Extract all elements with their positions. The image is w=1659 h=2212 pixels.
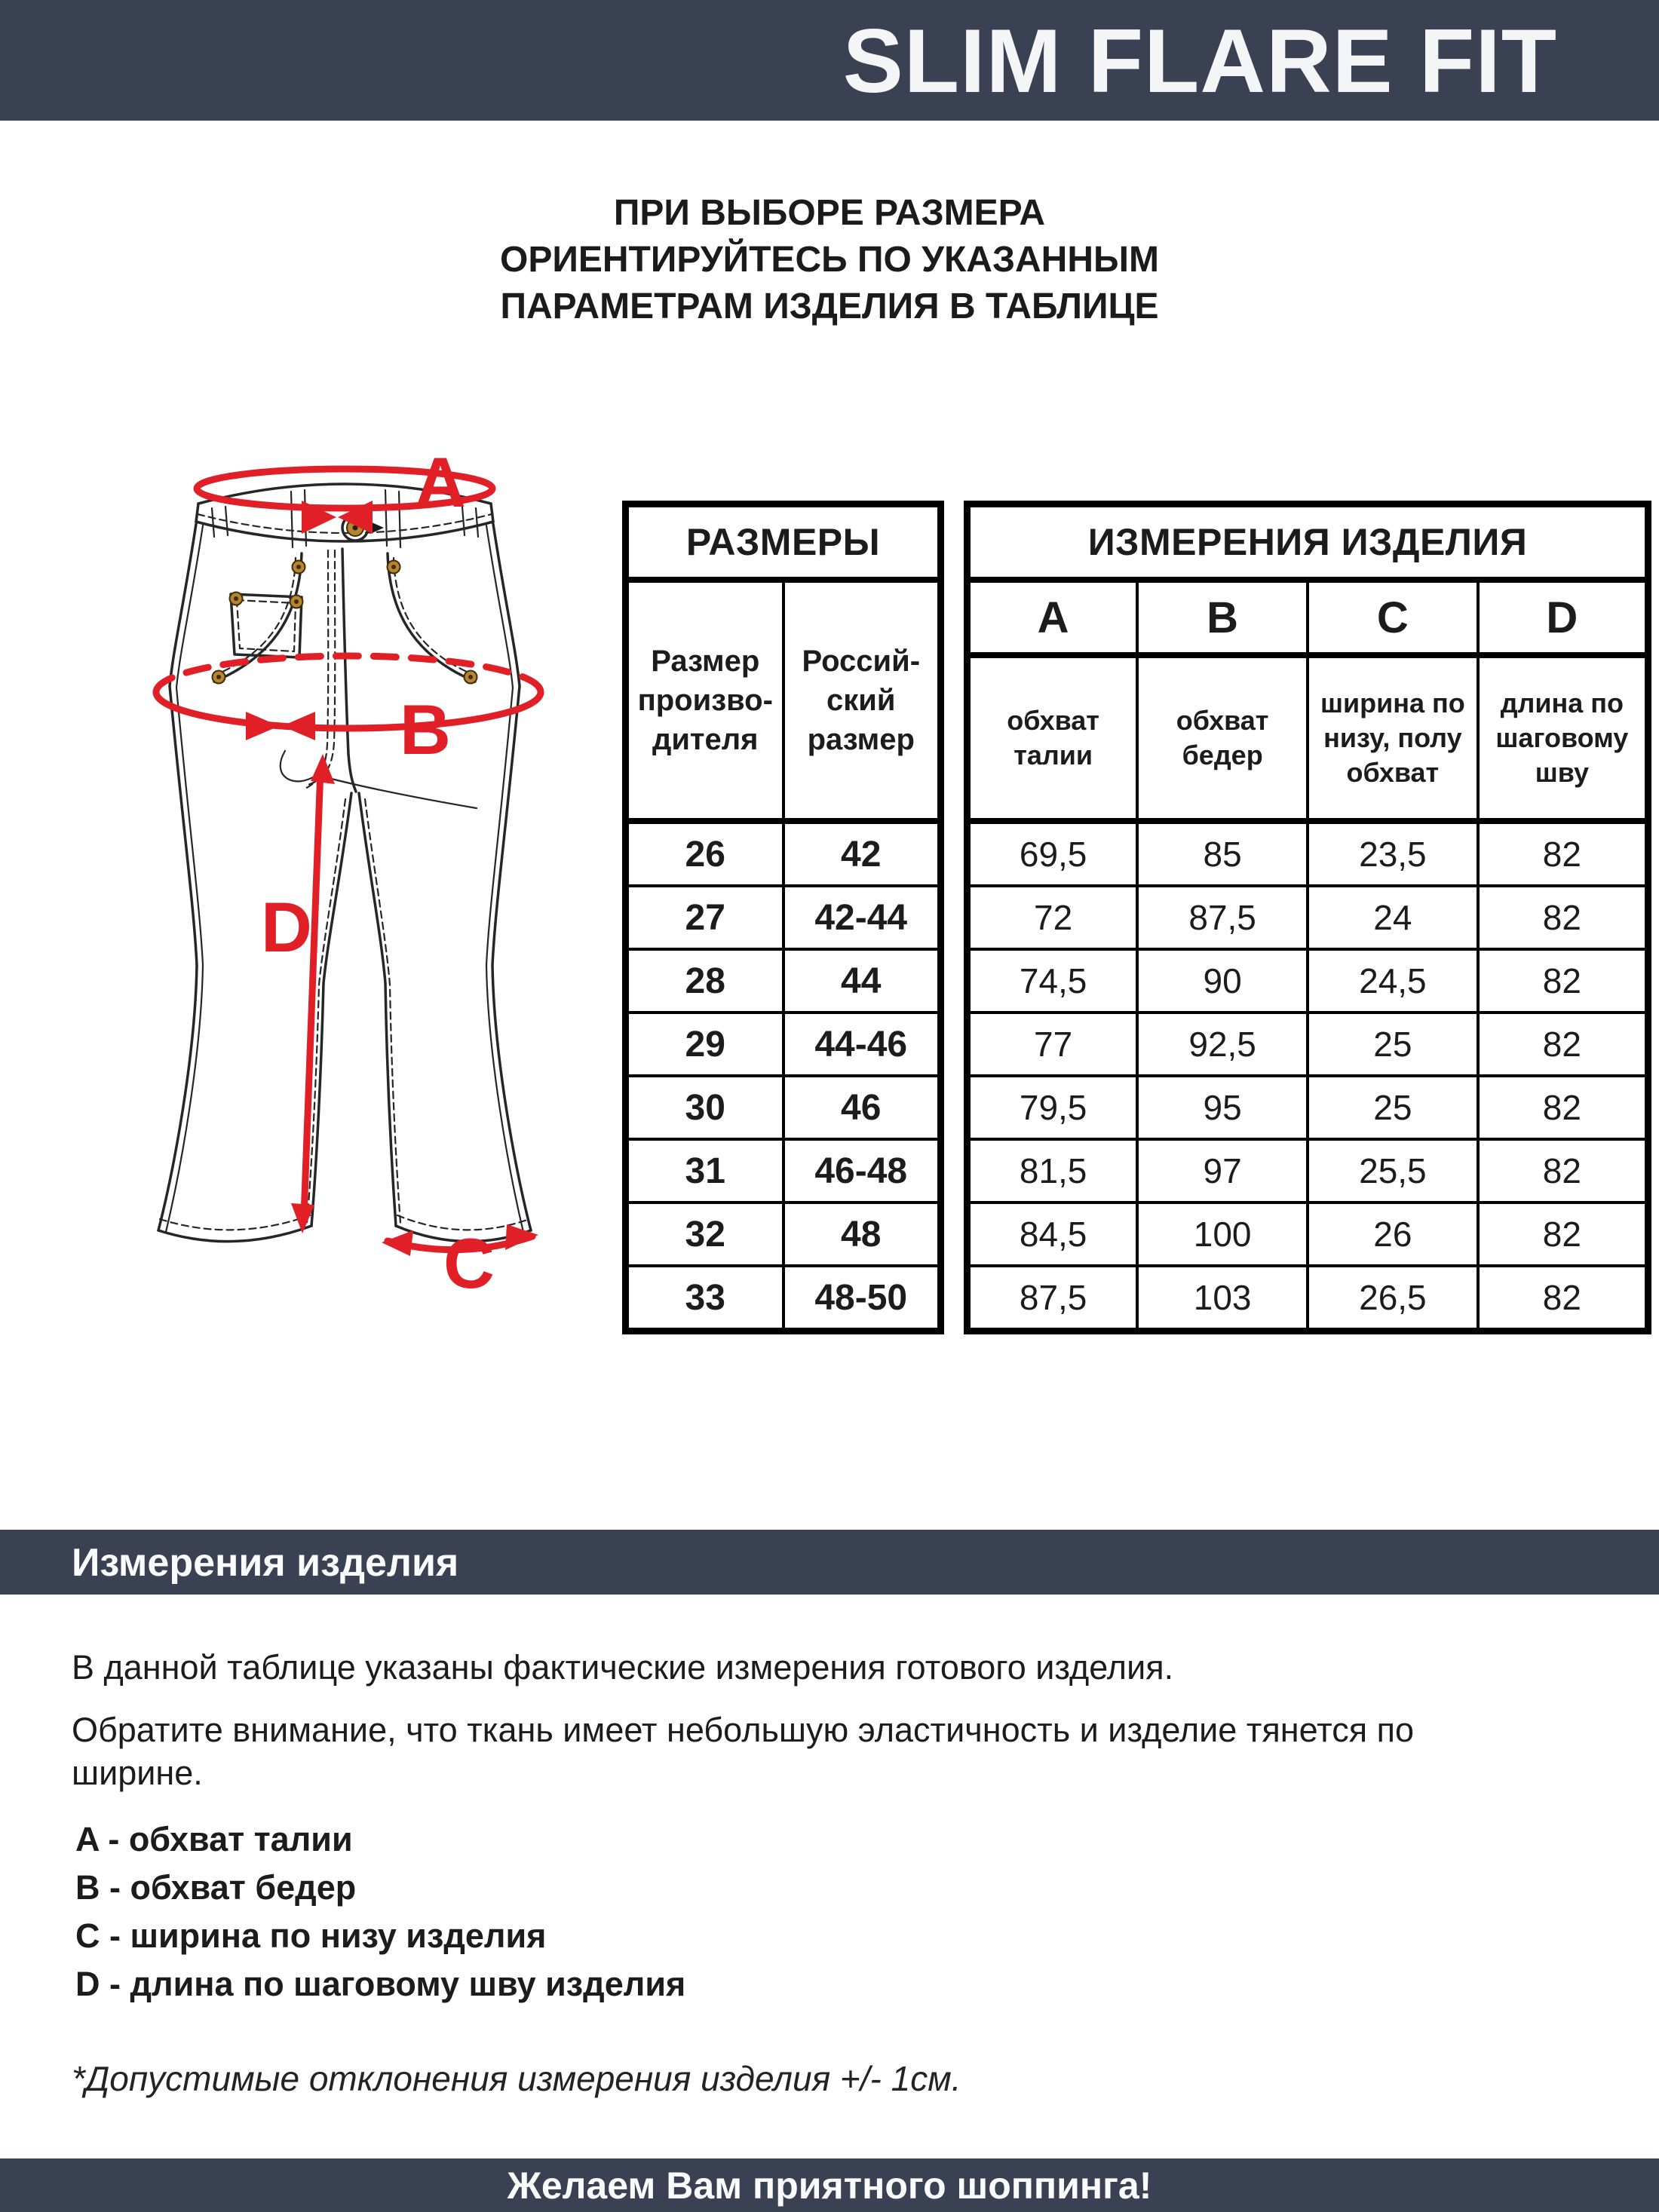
measurements-table-header: ИЗМЕРЕНИЯ ИЗДЕЛИЯ: [967, 504, 1648, 581]
page-title: SLIM FLARE FIT: [842, 11, 1557, 112]
legend-item-b: B - обхват бедер: [75, 1868, 357, 1907]
notes-block: [72, 1646, 1429, 1794]
table-row: [967, 1139, 1648, 1203]
jeans-outline: [158, 484, 531, 1242]
cell-mfr: 29: [626, 1013, 784, 1076]
cell-ru: 42: [784, 821, 941, 886]
col1-line: Размер: [651, 645, 760, 678]
cell-a: 79,5: [967, 1076, 1138, 1139]
cell-a: 84,5: [967, 1203, 1138, 1266]
intro-line-1: ПРИ ВЫБОРЕ РАЗМЕРА: [613, 193, 1046, 233]
letter-d: D: [1478, 580, 1648, 655]
label-a: A: [415, 452, 466, 522]
cell-mfr: 27: [626, 886, 784, 949]
cell-mfr: 26: [626, 821, 784, 886]
jeans-diagram: [83, 452, 596, 1297]
cell-a: 74,5: [967, 949, 1138, 1013]
cell-b: 92,5: [1137, 1013, 1308, 1076]
cell-c: 23,5: [1308, 821, 1478, 886]
desc-d: длина по шаговому шву: [1478, 655, 1648, 821]
measure-legend: [75, 1815, 685, 2008]
size-tables: [622, 501, 1651, 1334]
desc-b: обхват бедер: [1137, 655, 1308, 821]
cell-d: 82: [1478, 1266, 1648, 1331]
table-row: [967, 949, 1648, 1013]
cell-d: 82: [1478, 821, 1648, 886]
cell-b: 87,5: [1137, 886, 1308, 949]
table-row: [626, 886, 941, 949]
hip-arrow-b: [246, 712, 279, 740]
table-row: [626, 1076, 941, 1139]
cell-c: 24: [1308, 886, 1478, 949]
cell-c: 25: [1308, 1013, 1478, 1076]
col-header-manufacturer-size: [626, 580, 784, 821]
col1-line: дителя: [652, 723, 759, 756]
table-row: [967, 1013, 1648, 1076]
col1-line: произво-: [637, 684, 773, 717]
cell-d: 82: [1478, 1076, 1648, 1139]
letter-a: A: [967, 580, 1138, 655]
intro-heading: [0, 190, 1659, 330]
cell-c: 26: [1308, 1203, 1478, 1266]
tolerance-footnote: *Допустимые отклонения измерения изделия +/- 1см.: [72, 2059, 961, 2098]
letters-row: [967, 580, 1648, 655]
cell-mfr: 30: [626, 1076, 784, 1139]
cell-mfr: 28: [626, 949, 784, 1013]
table-row: [967, 821, 1648, 886]
cell-a: 72: [967, 886, 1138, 949]
desc-c: ширина по низу, полу обхват: [1308, 655, 1478, 821]
cell-ru: 48-50: [784, 1266, 941, 1331]
note-paragraph-2: Обратите внимание, что ткань имеет небольшую эластичность и изделие тянется по ширине.: [72, 1711, 1415, 1792]
label-c: C: [443, 1224, 495, 1297]
table-row: [967, 1203, 1648, 1266]
measurements-table: [964, 501, 1651, 1334]
header-bar: [0, 0, 1659, 121]
letter-b: B: [1137, 580, 1308, 655]
cell-ru: 46-48: [784, 1139, 941, 1203]
section-band: [0, 1530, 1659, 1595]
label-b: B: [400, 690, 451, 769]
col2-line: ский: [826, 684, 896, 717]
cell-b: 95: [1137, 1076, 1308, 1139]
legend-item-c: C - ширина по низу изделия: [75, 1916, 547, 1955]
cell-b: 90: [1137, 949, 1308, 1013]
table-row: [626, 1203, 941, 1266]
cell-b: 97: [1137, 1139, 1308, 1203]
col-header-russian-size: [784, 580, 941, 821]
intro-line-2: ОРИЕНТИРУЙТЕСЬ ПО УКАЗАННЫМ: [500, 240, 1159, 280]
cell-mfr: 31: [626, 1139, 784, 1203]
cell-ru: 42-44: [784, 886, 941, 949]
cell-d: 82: [1478, 886, 1648, 949]
col2-line: Россий-: [802, 645, 921, 678]
table-row: [626, 1266, 941, 1331]
label-d: D: [261, 887, 312, 967]
col2-line: размер: [807, 723, 915, 756]
desc-a: обхват талии: [967, 655, 1138, 821]
legend-item-a: A - обхват талии: [75, 1820, 353, 1858]
table-row: [967, 1266, 1648, 1331]
cell-b: 103: [1137, 1266, 1308, 1331]
cell-ru: 48: [784, 1203, 941, 1266]
table-row: [626, 821, 941, 886]
sizes-table-header: РАЗМЕРЫ: [626, 504, 941, 581]
legend-item-d: D - длина по шаговому шву изделия: [75, 1965, 686, 2003]
table-row: [967, 1076, 1648, 1139]
cell-ru: 44-46: [784, 1013, 941, 1076]
footer-bar: [0, 2158, 1659, 2212]
note-paragraph-1: В данной таблице указаны фактические измерения готового изделия.: [72, 1648, 1174, 1687]
cell-ru: 44: [784, 949, 941, 1013]
cell-c: 26,5: [1308, 1266, 1478, 1331]
cell-c: 25: [1308, 1076, 1478, 1139]
cell-c: 24,5: [1308, 949, 1478, 1013]
table-row: [967, 886, 1648, 949]
table-row: [626, 1013, 941, 1076]
cell-a: 69,5: [967, 821, 1138, 886]
cell-a: 77: [967, 1013, 1138, 1076]
jeans-sketch: [83, 452, 596, 1297]
measure-overlays: [156, 452, 541, 1297]
descriptions-row: [967, 655, 1648, 821]
cell-c: 25,5: [1308, 1139, 1478, 1203]
table-row: [626, 949, 941, 1013]
cell-d: 82: [1478, 949, 1648, 1013]
cell-a: 87,5: [967, 1266, 1138, 1331]
letter-c: C: [1308, 580, 1478, 655]
cell-mfr: 32: [626, 1203, 784, 1266]
cell-d: 82: [1478, 1139, 1648, 1203]
intro-line-3: ПАРАМЕТРАМ ИЗДЕЛИЯ В ТАБЛИЦЕ: [500, 286, 1159, 326]
cell-ru: 46: [784, 1076, 941, 1139]
cell-d: 82: [1478, 1203, 1648, 1266]
sizes-table: [622, 501, 944, 1334]
cell-d: 82: [1478, 1013, 1648, 1076]
section-band-title: Измерения изделия: [72, 1541, 459, 1585]
cell-mfr: 33: [626, 1266, 784, 1331]
cell-a: 81,5: [967, 1139, 1138, 1203]
cell-b: 85: [1137, 821, 1308, 886]
table-row: [626, 1139, 941, 1203]
footer-message: Желаем Вам приятного шоппинга!: [507, 2165, 1152, 2207]
cell-b: 100: [1137, 1203, 1308, 1266]
